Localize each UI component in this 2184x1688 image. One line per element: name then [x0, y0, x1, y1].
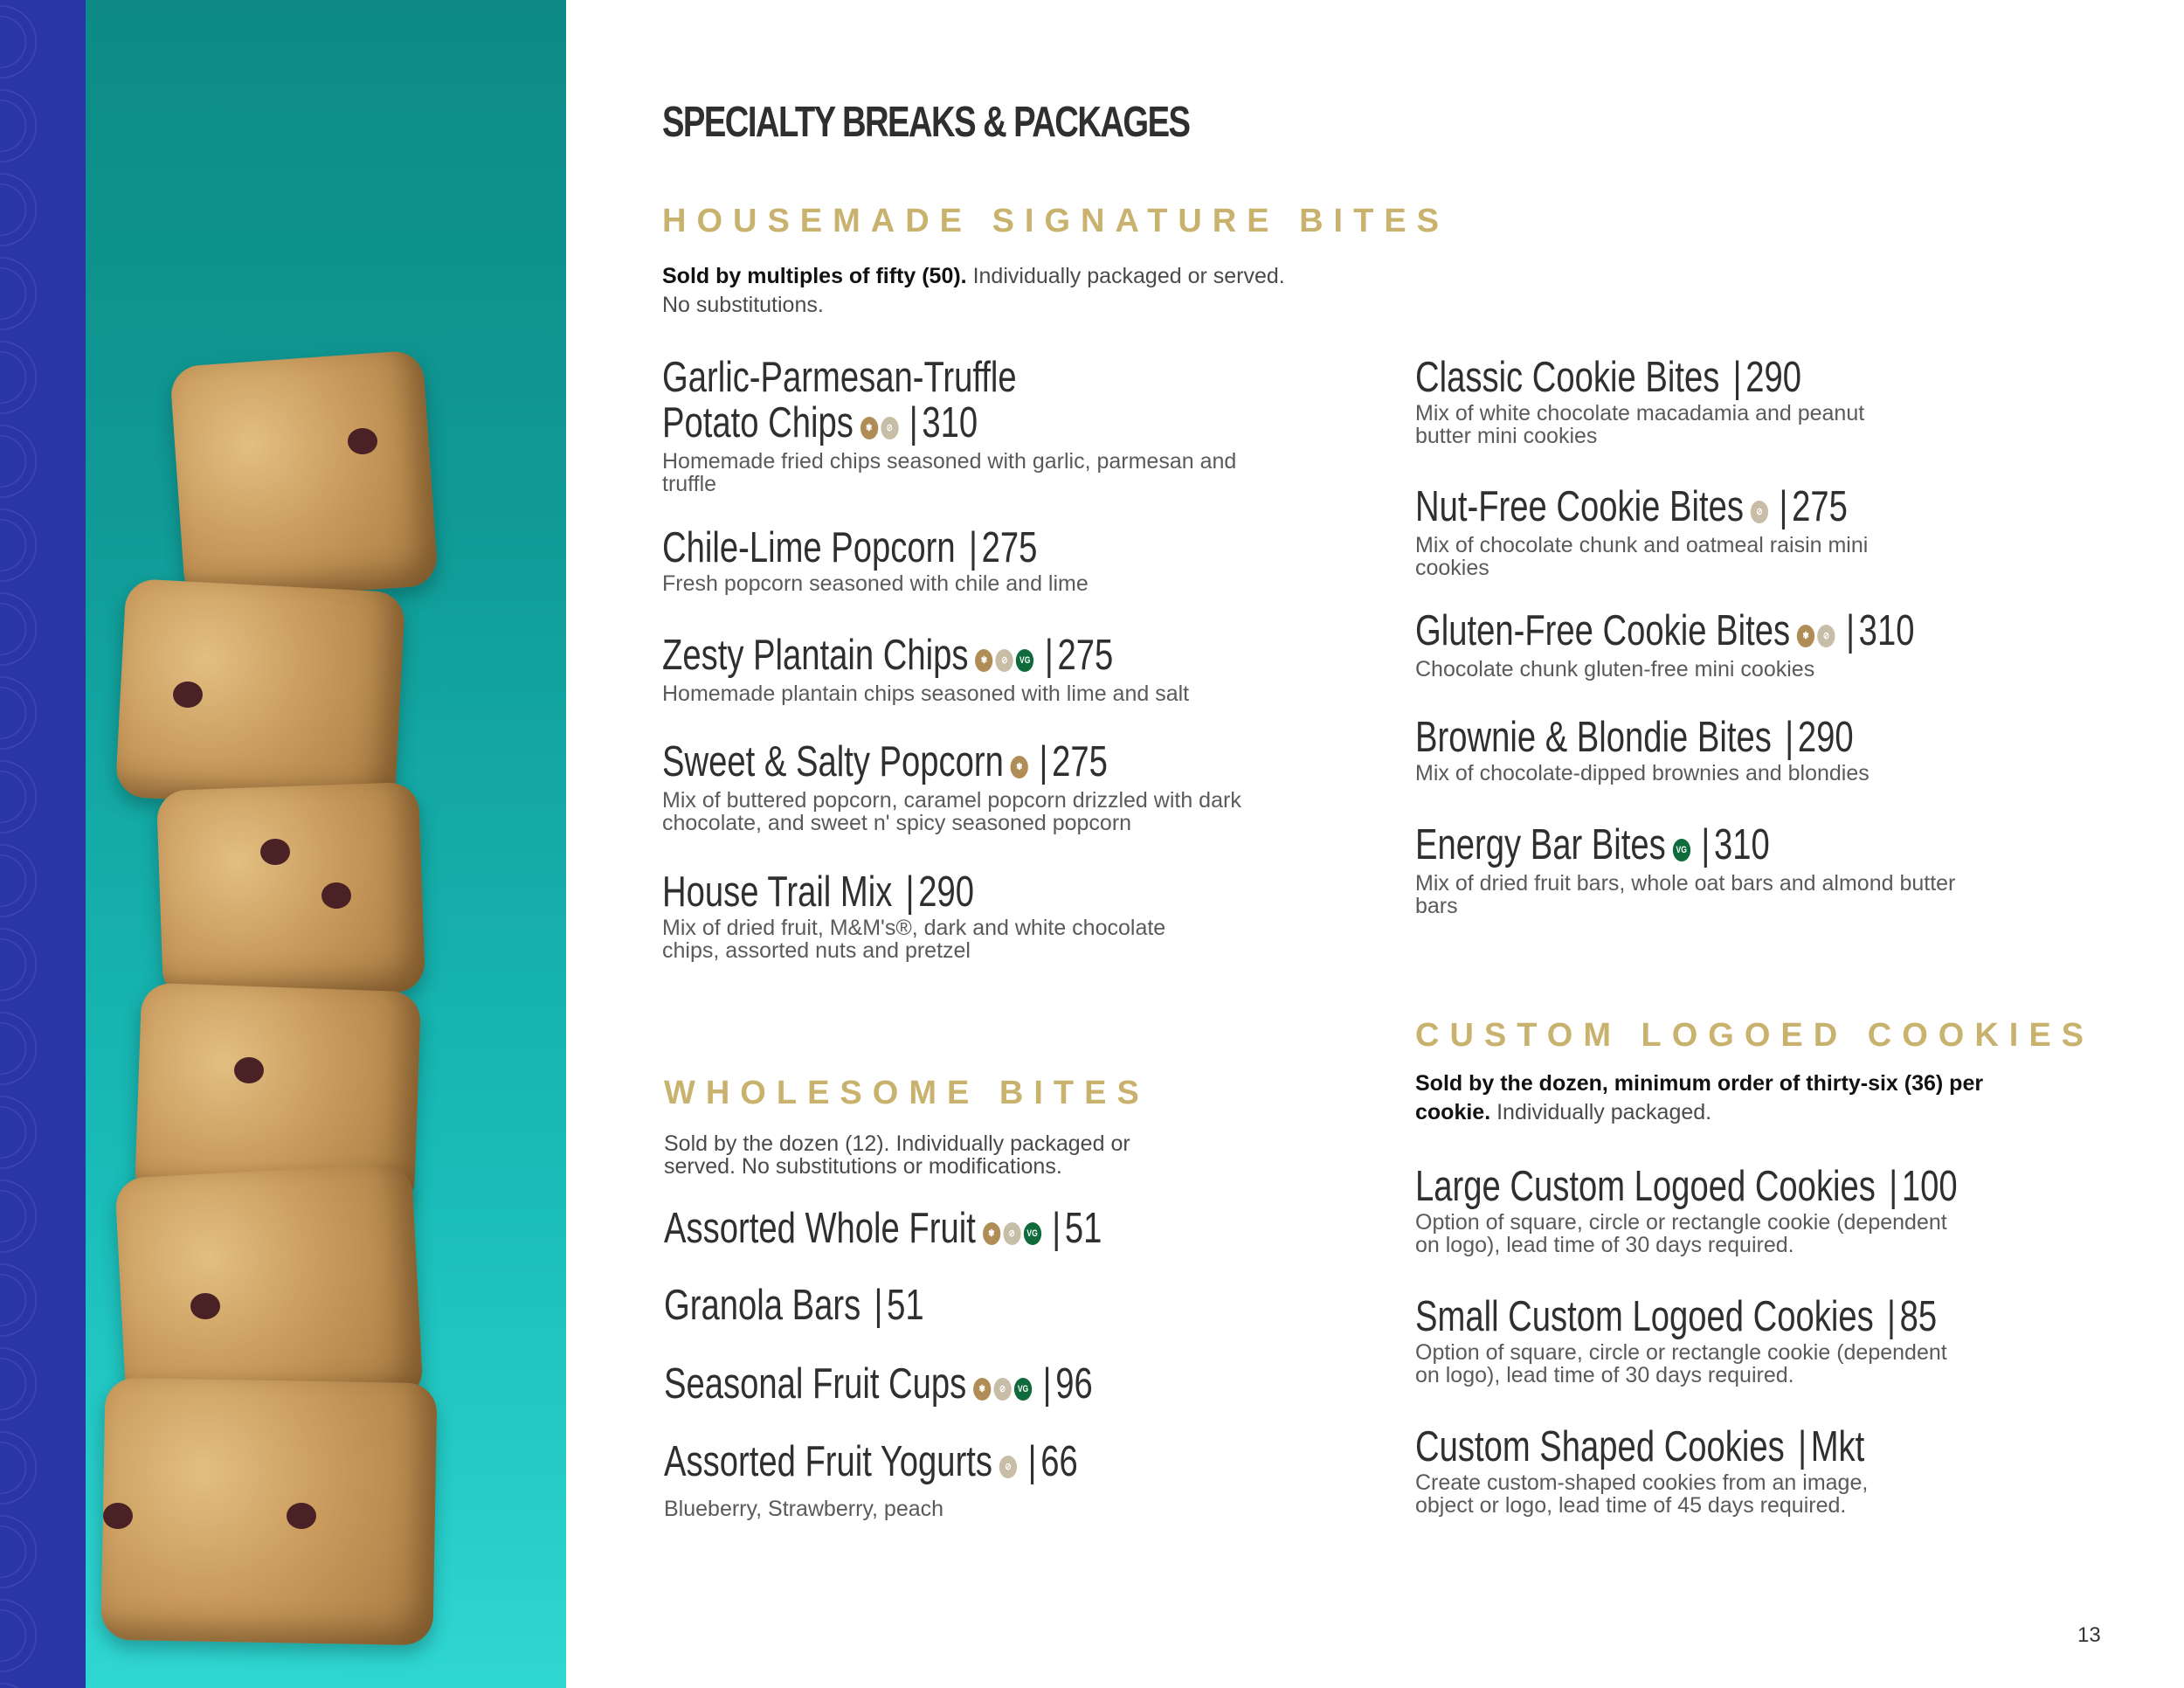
menu-item [662, 633, 1291, 705]
menu-item [662, 355, 1291, 495]
item-price: 100 [1901, 1163, 1958, 1210]
separator: | [1887, 1293, 1896, 1340]
item-price: 275 [1057, 632, 1114, 679]
menu-item [662, 525, 1291, 595]
dietary-icons [975, 635, 1036, 681]
item-name: Classic Cookie Bites [1415, 354, 1720, 401]
separator: | [968, 524, 978, 571]
separator: | [1052, 1205, 1061, 1252]
item-description: Mix of buttered popcorn, caramel popcorn drizzled with dark chocolate, and sweet n' spicy seasoned popcorn [662, 788, 1241, 836]
item-name: Assorted Fruit Yogurts [664, 1438, 993, 1485]
dairy-free-icon: ⊘ [996, 649, 1013, 672]
item-price: 275 [981, 524, 1038, 571]
item-description: Homemade plantain chips seasoned with lime and salt [662, 681, 1190, 707]
separator: | [1044, 632, 1054, 679]
cookie-bars-photo [86, 0, 566, 1688]
item-description: Create custom-shaped cookies from an image, object or logo, lead time of 45 days required. [1415, 1470, 1869, 1518]
item-description: Mix of chocolate-dipped brownies and blondies [1415, 761, 1870, 785]
vegan-icon: VG [1673, 839, 1690, 861]
item-price: 310 [922, 399, 978, 446]
section-title-housemade: HOUSEMADE SIGNATURE BITES [662, 203, 1450, 239]
menu-item [662, 739, 1256, 834]
item-title [662, 869, 1098, 915]
menu-item [1415, 822, 1957, 917]
item-title [1415, 715, 1906, 760]
item-name: Small Custom Logoed Cookies [1415, 1293, 1874, 1340]
item-description: Mix of dried fruit, M&M's®, dark and white chocolate chips, assorted nuts and pretzel [662, 916, 1166, 963]
gluten-free-icon: ✾ [973, 1378, 991, 1401]
vegan-icon: VG [1014, 1378, 1032, 1401]
dairy-free-icon: ⊘ [999, 1456, 1017, 1478]
separator: | [1798, 1423, 1807, 1470]
menu-item [1415, 355, 1911, 447]
item-title [1415, 355, 1801, 400]
item-name: Custom Shaped Cookies [1415, 1423, 1785, 1470]
item-price: 275 [1792, 483, 1848, 530]
custom-note [1415, 1069, 2009, 1127]
dietary-icons [1673, 825, 1693, 870]
item-title [662, 739, 1125, 787]
item-description: Option of square, circle or rectangle cookie (dependent on logo), lead time of 30 days required. [1415, 1210, 1947, 1257]
menu-item [1415, 1294, 2084, 1387]
separator: | [1701, 821, 1711, 868]
item-description: Option of square, circle or rectangle cookie (dependent on logo), lead time of 30 days required. [1415, 1340, 1947, 1387]
item-title [664, 1206, 1102, 1254]
item-price: 290 [918, 868, 975, 916]
item-price: 290 [1745, 354, 1802, 401]
item-title [664, 1361, 1093, 1409]
page-number: 13 [2077, 1623, 2101, 1647]
separator: | [909, 399, 918, 446]
dietary-icons [1751, 487, 1771, 532]
item-description: Blueberry, Strawberry, peach [664, 1497, 944, 1522]
menu-item [1415, 1424, 1991, 1517]
item-name: House Trail Mix [662, 868, 893, 916]
item-description: Homemade fried chips seasoned with garlic, parmesan and truffle [662, 449, 1237, 497]
item-name: Seasonal Fruit Cups [664, 1360, 967, 1408]
separator: | [1039, 738, 1048, 785]
item-name: Brownie & Blondie Bites [1415, 714, 1772, 761]
separator: | [1042, 1360, 1052, 1408]
item-price: 310 [1858, 607, 1915, 654]
item-title [662, 633, 1153, 681]
dairy-free-icon: ⊘ [1003, 1222, 1020, 1245]
item-price: 51 [1064, 1205, 1102, 1252]
gluten-free-icon: ✾ [975, 649, 992, 672]
menu-item [1415, 608, 2056, 681]
item-price: 310 [1713, 821, 1770, 868]
section-title-custom: CUSTOM LOGOED COOKIES [1415, 1017, 2095, 1054]
item-title [1415, 822, 1838, 870]
dietary-icons [973, 1364, 1034, 1409]
gluten-free-icon: ✾ [1011, 756, 1028, 778]
item-price: 85 [1899, 1293, 1938, 1340]
item-title [1415, 1424, 1864, 1470]
dairy-free-icon: ⊘ [881, 417, 898, 439]
item-name: Chile-Lime Popcorn [662, 524, 956, 571]
dairy-free-icon: ⊘ [1817, 625, 1835, 647]
dietary-icons [1011, 742, 1031, 787]
item-name: Nut-Free Cookie Bites [1415, 483, 1744, 530]
separator: | [905, 868, 915, 916]
page-title: SPECIALTY BREAKS & PACKAGES [662, 99, 1190, 146]
dietary-icons [860, 403, 902, 448]
separator: | [1027, 1438, 1037, 1485]
item-title [664, 1283, 924, 1328]
item-name: Assorted Whole Fruit [664, 1205, 976, 1252]
item-title [1415, 608, 1914, 656]
menu-item [662, 869, 1221, 962]
item-name: Gluten-Free Cookie Bites [1415, 607, 1791, 654]
vegan-icon: VG [1023, 1222, 1040, 1245]
menu-item [664, 1439, 1293, 1520]
item-name: Potato Chips [662, 399, 854, 446]
dairy-free-icon: ⊘ [993, 1378, 1011, 1401]
wholesome-note: Sold by the dozen (12). Individually packaged or served. No substitutions or modifications. [664, 1131, 1130, 1179]
dietary-icons [1797, 611, 1838, 656]
item-description: Chocolate chunk gluten-free mini cookies [1415, 657, 1815, 682]
item-title [664, 1439, 1155, 1487]
item-name: Energy Bar Bites [1415, 821, 1666, 868]
item-title [1415, 1164, 1958, 1209]
item-name-line2 [662, 400, 1153, 448]
item-name: Granola Bars [664, 1282, 861, 1329]
item-name: Large Custom Logoed Cookies [1415, 1163, 1876, 1210]
menu-item [664, 1206, 1226, 1254]
separator: | [1785, 714, 1794, 761]
dietary-icons [999, 1442, 1019, 1487]
separator: | [874, 1282, 883, 1329]
item-description: Mix of dried fruit bars, whole oat bars and almond butter bars [1415, 871, 1956, 919]
vegan-icon: VG [1016, 649, 1033, 672]
gluten-free-icon: ✾ [1797, 625, 1814, 647]
dietary-icons [983, 1208, 1044, 1254]
item-price: 51 [887, 1282, 924, 1329]
separator: | [1732, 354, 1742, 401]
item-description: Fresh popcorn seasoned with chile and lime [662, 571, 1089, 596]
housemade-note-bold: Sold by multiples of fifty (50). [662, 264, 967, 288]
item-name: Sweet & Salty Popcorn [662, 738, 1004, 785]
item-price: 290 [1797, 714, 1854, 761]
section-title-wholesome: WHOLESOME BITES [664, 1075, 1150, 1111]
item-title [1415, 1294, 1937, 1339]
housemade-note-rest: Individually packaged or served. No substitutions. [662, 264, 1285, 317]
item-name-line1: Garlic-Parmesan-Truffle [662, 354, 1017, 401]
separator: | [1846, 607, 1856, 654]
separator: | [1779, 483, 1788, 530]
decorative-pattern-band [0, 0, 86, 1688]
housemade-note [662, 262, 1291, 320]
item-name: Zesty Plantain Chips [662, 632, 969, 679]
custom-note-bold: Sold by the dozen, minimum order of thirty-six (36) per cookie. [1415, 1071, 1984, 1124]
custom-note-rest: Individually packaged. [1490, 1100, 1712, 1124]
menu-item [664, 1361, 1213, 1409]
item-price: 66 [1040, 1438, 1078, 1485]
menu-item [1415, 484, 1970, 579]
item-title [662, 525, 1153, 571]
item-price: Mkt [1810, 1423, 1865, 1470]
menu-item [664, 1283, 998, 1328]
gluten-free-icon: ✾ [860, 417, 878, 439]
dairy-free-icon: ⊘ [1751, 501, 1768, 523]
item-description: Mix of white chocolate macadamia and peanut butter mini cookies [1415, 401, 1865, 448]
item-price: 96 [1055, 1360, 1093, 1408]
separator: | [1889, 1163, 1898, 1210]
gluten-free-icon: ✾ [983, 1222, 1000, 1245]
menu-item [1415, 715, 2044, 785]
item-description: Mix of chocolate chunk and oatmeal raisin mini cookies [1415, 533, 1869, 581]
item-price: 275 [1052, 738, 1108, 785]
item-title [1415, 484, 1848, 532]
menu-item [1415, 1164, 2111, 1256]
